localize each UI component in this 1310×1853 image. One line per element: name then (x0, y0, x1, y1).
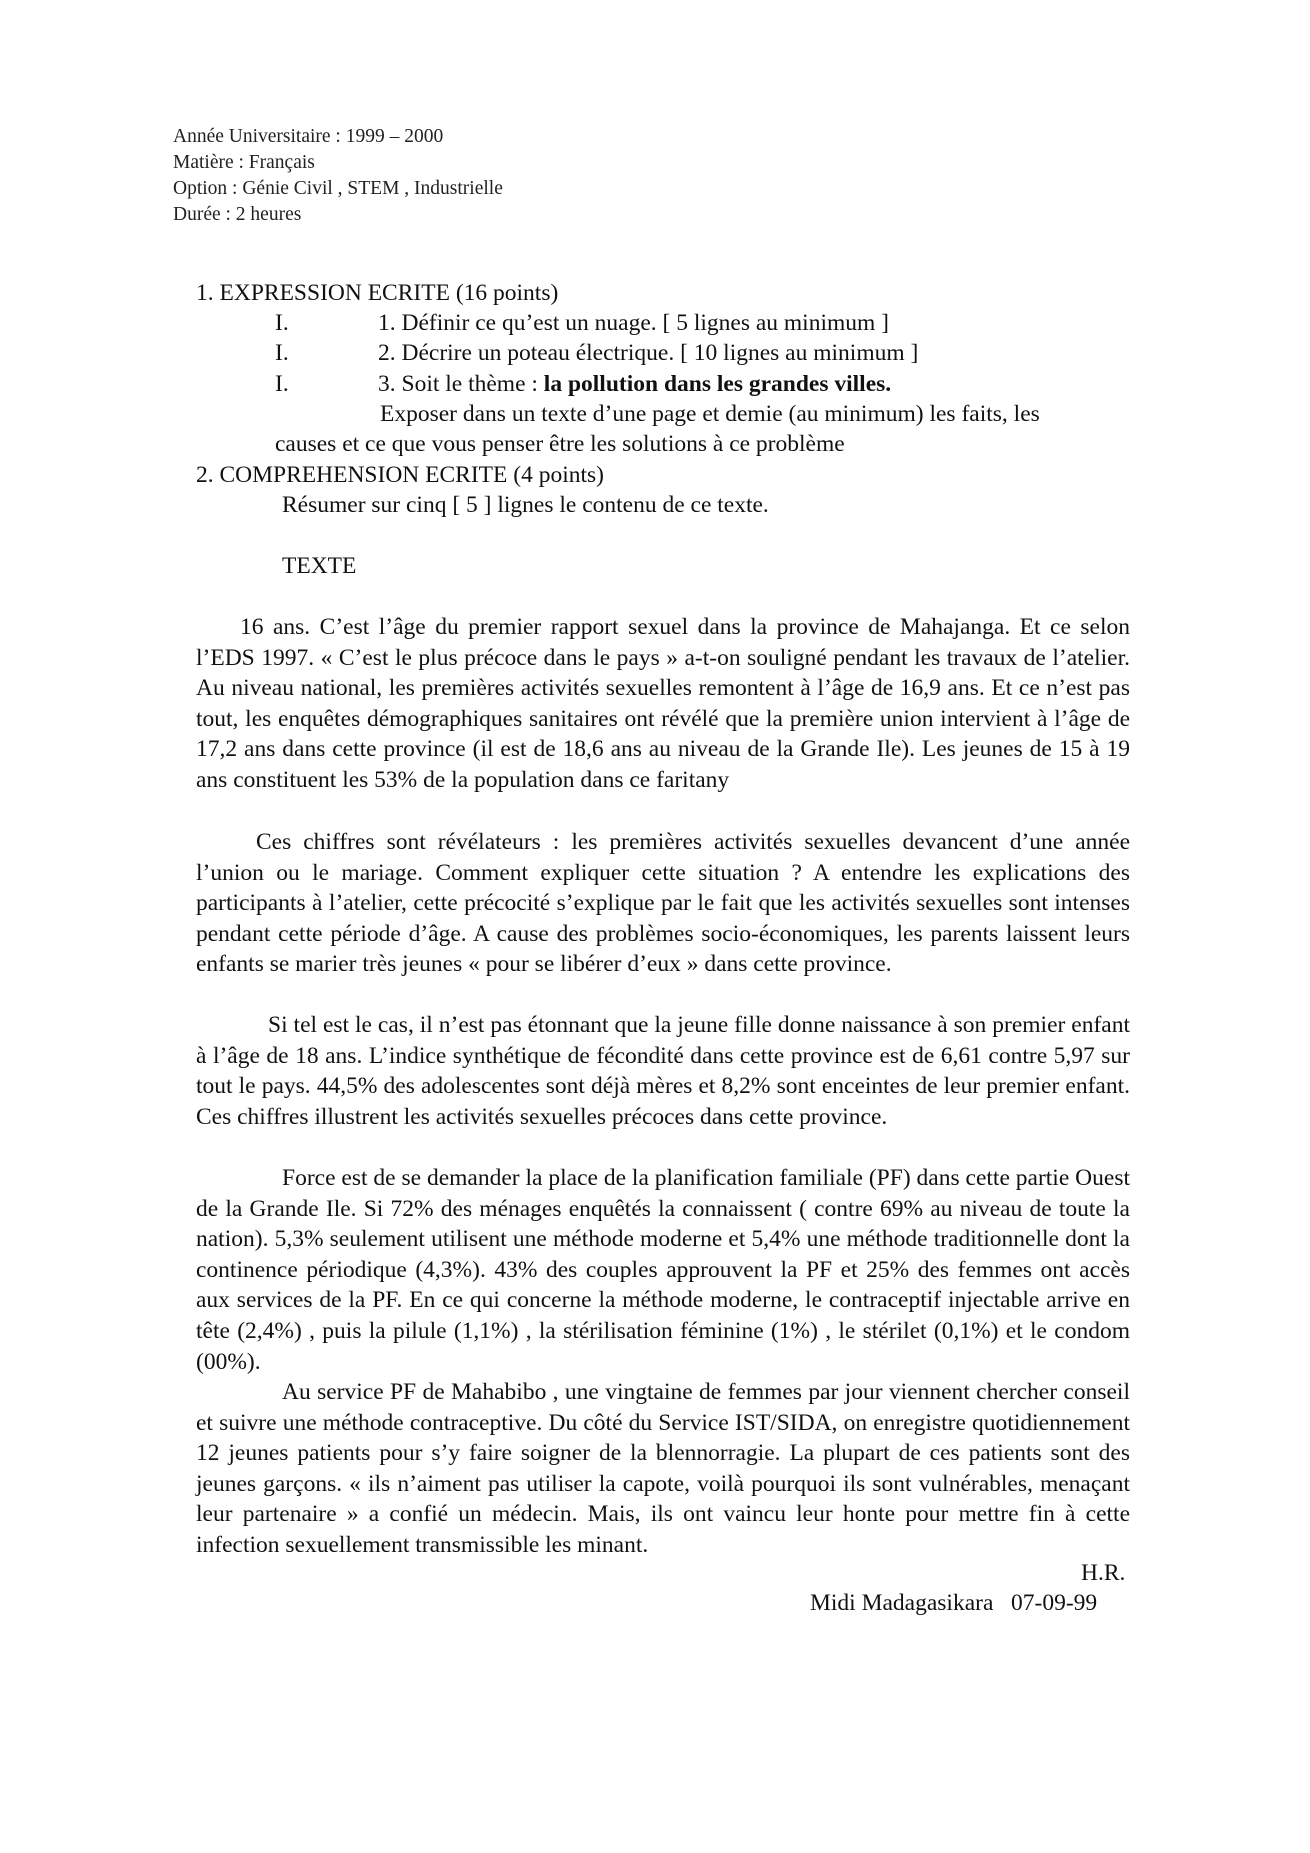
section-2-instruction: Résumer sur cinq [ 5 ] lignes le contenu de ce texte. (282, 492, 769, 518)
item-3-roman: I. (275, 371, 289, 397)
item-3-theme: la pollution dans les grandes villes. (543, 371, 892, 397)
paragraph-2: Ces chiffres sont révélateurs : les premières activités sexuelles devancent d’une année l’union ou le mariage. Comment expliquer cette situation ? A entendre les explications des participants à l’atelier, cette précocité s’explique par le fait que les activités sexuelles sont intenses pendant cette période d’âge. A cause des problèmes socio-économiques, les parents laissent leurs enfants se marier très jeunes « pour se libérer d’eux » dans cette province. (196, 829, 1130, 978)
instruction-line-1: Exposer dans un texte d’une page et demie (au minimum) les faits, les (380, 401, 1040, 427)
paragraph-5: Au service PF de Mahabibo , une vingtaine de femmes par jour viennent chercher conseil et suivre une méthode contraceptive. Du côté du Service IST/SIDA, on enregistre quotidiennement 12 jeunes patients pour s’y faire soigner de la blennorragie. La plupart de ces patients sont des jeunes garçons. « ils n’aiment pas utiliser la capote, voilà pourquoi ils sont vulnérables, menaçant leur partenaire » a confié un médecin. Mais, ils ont vaincu leur honte pour mettre fin à cette infection sexuellement transmissible les minant. (196, 1379, 1130, 1558)
source-and-date: Midi Madagasikara 07-09-99 (810, 1590, 1098, 1616)
paragraph-1: 16 ans. C’est l’âge du premier rapport sexuel dans la province de Mahajanga. Et ce selon l’EDS 1997. « C’est le plus précoce dans le pays » a-t-on souligné pendant les travaux de l’atelier. Au niveau national, les premières activités sexuelles remontent à l’âge de 16,9 ans. Et ce n’est pas tout, les enquêtes démographiques sanitaires ont révélé que la première union intervient à l’âge de 17,2 ans dans cette province (il est de 18,6 ans au niveau de la Grande Ile). Les jeunes de 15 à 19 ans constituent les 53% de la population dans ce faritany (196, 614, 1130, 793)
section-2-title: 2. COMPREHENSION ECRITE (4 points) (196, 462, 604, 488)
author-initials: H.R. (1081, 1560, 1126, 1586)
paragraph-3: Si tel est le cas, il n’est pas étonnant que la jeune fille donne naissance à son premier enfant à l’âge de 18 ans. L’indice synthétique de fécondité dans cette province est de 6,61 contre 5,97 sur tout le pays. 44,5% des adolescentes sont déjà mères et 8,2% sont enceintes de leur premier enfant. Ces chiffres illustrent les activités sexuelles précoces dans cette province. (196, 1012, 1130, 1130)
instruction-line-2: causes et ce que vous penser être les solutions à ce problème (275, 431, 845, 457)
duration: Durée : 2 heures (173, 204, 302, 225)
academic-year: Année Universitaire : 1999 – 2000 (173, 126, 444, 147)
item-3-prefix: 3. Soit le thème : (378, 371, 544, 397)
item-1-roman: I. (275, 310, 289, 336)
item-2-text: 2. Décrire un poteau électrique. [ 10 lignes au minimum ] (378, 340, 919, 366)
exam-header (173, 124, 503, 228)
subject: Matière : Français (173, 152, 315, 173)
text-heading: TEXTE (282, 553, 357, 579)
paragraph-4: Force est de se demander la place de la planification familiale (PF) dans cette partie Ouest de la Grande Ile. Si 72% des ménages enquêtés la connaissent ( contre 69% au niveau de toute la nation). 5,3% seulement utilisent une méthode moderne et 5,4% une méthode traditionnelle dont la continence périodique (4,3%). 43% des couples approuvent la PF et 25% des femmes ont accès aux services de la PF. En ce qui concerne la méthode moderne, le contraceptif injectable arrive en tête (2,4%) , puis la pilule (1,1%) , la stérilisation féminine (1%) , le stérilet (0,1%) et le condom (00%). (196, 1165, 1130, 1375)
section-1-title: 1. EXPRESSION ECRITE (16 points) (196, 280, 559, 306)
item-2-roman: I. (275, 340, 289, 366)
option: Option : Génie Civil , STEM , Industrielle (173, 178, 503, 199)
item-1-text: 1. Définir ce qu’est un nuage. [ 5 lignes au minimum ] (378, 310, 889, 336)
item-3-text (378, 371, 891, 398)
